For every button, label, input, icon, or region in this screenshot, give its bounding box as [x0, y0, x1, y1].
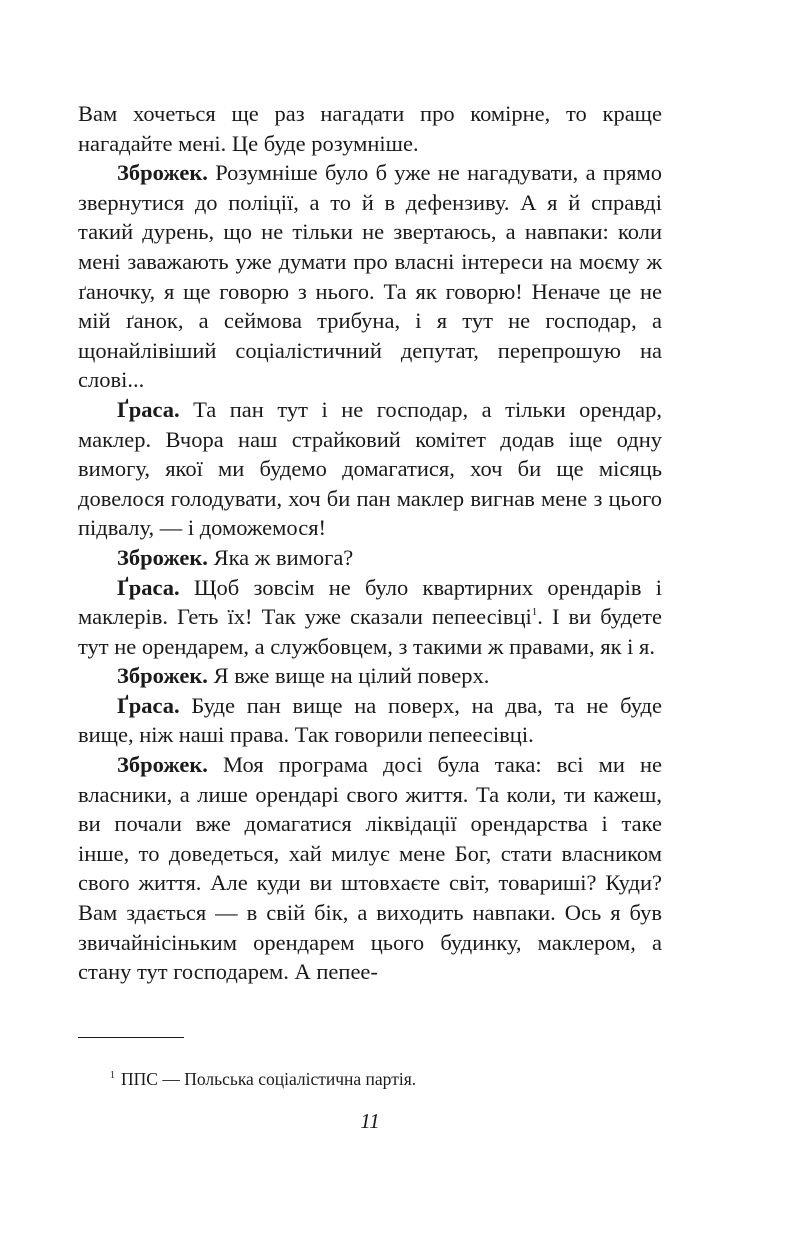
paragraph-3 [78, 395, 662, 543]
speaker-name: Ґраса. [117, 692, 180, 718]
main-text [78, 99, 662, 987]
paragraph-2 [78, 158, 662, 395]
footnote-reference: 1 [531, 606, 538, 619]
paragraph-5 [78, 573, 662, 662]
speech-text: Я вже вище на цілий поверх. [207, 663, 490, 689]
page-number: 11 [360, 1109, 380, 1133]
paragraph-4 [78, 543, 662, 573]
speaker-name: Ґраса. [117, 574, 180, 600]
footnote-text: ППС — Польська соціалістична партія. [121, 1069, 417, 1089]
speaker-name: Зброжек. [117, 663, 208, 689]
paragraph-8 [78, 750, 662, 987]
footnote-divider [78, 1037, 184, 1038]
speaker-name: Ґраса. [117, 396, 180, 422]
speech-text: Моя програма досі була така: всі ми не власники, а лише орендарі свого життя. Та коли, ти кажеш, ви почали вже домагатися ліквідації орендарства і таке інше, то доведеться, хай милує мене Бог, стати власником свого життя. Але куди ви штовхаєте світ, товариші? Куди? Вам здається — в свій бік, а виходить навпаки. Ось я був звичайнісіньким орендарем цього будинку, маклером, а стану тут господарем. А пепее- [78, 752, 662, 985]
speech-text: Яка ж вимога? [207, 544, 354, 570]
speech-text: Щоб зовсім не було квартирних орендарів і маклерів. Геть їх! Так уже сказали пепеесівці [78, 574, 662, 630]
paragraph-1: Вам хочеться ще раз нагадати про комірне, то краще нагадайте мені. Це буде розумніше. [78, 101, 662, 156]
paragraph-6 [78, 661, 662, 691]
speech-text: Розумніше було б уже не нагадувати, а прямо звернутися до поліції, а то й в дефензиву. А я й справді такий дурень, що не тільки не звертаюсь, а навпаки: коли мені заважають уже думати про власні інтереси на моєму ж ґаночку, я ще говорю з нього. Та як говорю! Неначе це не мій ґанок, а сеймова трибуна, і я тут не господар, а щонайлівіший соціалістичний депутат, перепрошую на слові... [78, 160, 662, 393]
speech-text: Буде пан вище на поверх, на два, та не буде вище, ніж наші права. Так говорили пепеесівці. [78, 692, 662, 748]
speech-text: Та пан тут і не господар, а тільки орендар, маклер. Вчора наш страйковий комітет додав іще одну вимогу, якої ми будемо домагатися, хоч би ще місяць довелося голодувати, хоч би пан маклер вигнав мене з цього підвалу, — і доможемося! [78, 396, 662, 541]
speaker-name: Зброжек. [117, 544, 208, 570]
footnote [110, 1068, 670, 1090]
speaker-name: Зброжек. [117, 752, 208, 778]
speaker-name: Зброжек. [117, 160, 208, 186]
footnote-marker: 1 [110, 1070, 115, 1081]
paragraph-7 [78, 691, 662, 750]
speech-text: . І ви будете тут не орендарем, а службовцем, з такими ж правами, як і я. [78, 604, 662, 659]
